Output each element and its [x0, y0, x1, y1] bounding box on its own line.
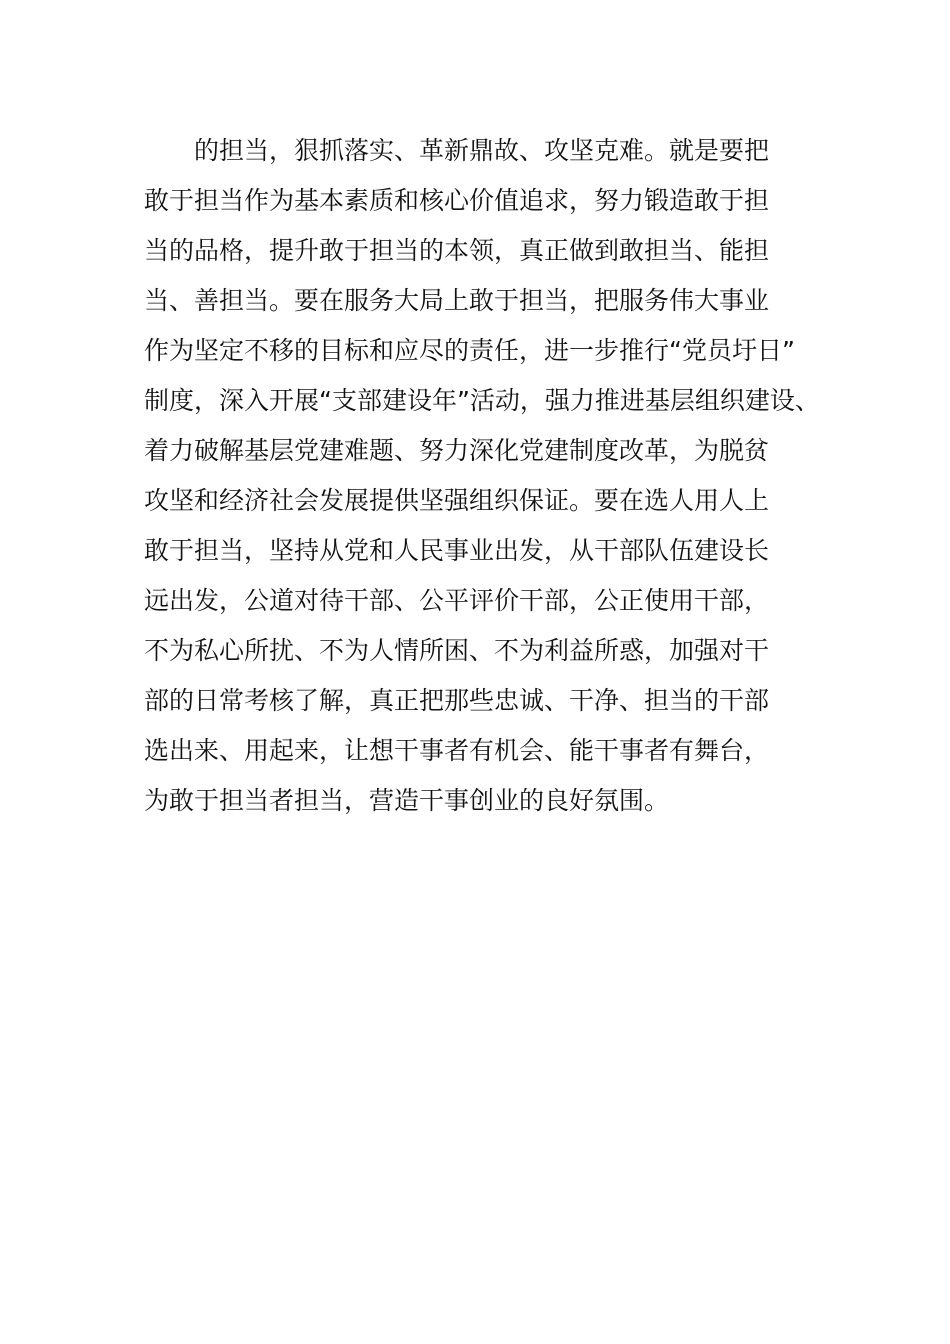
- text-line-9: 敢于担当，坚持从党和人民事业出发，从干部队伍建设长: [144, 536, 770, 565]
- text-line-12: 部的日常考核了解，真正把那些忠诚、干净、担当的干部: [144, 686, 770, 715]
- text-line-13: 选出来、用起来，让想干事者有机会、能干事者有舞台，: [144, 736, 770, 765]
- text-line-3: 当的品格，提升敢于担当的本领，真正做到敢担当、能担: [144, 236, 770, 265]
- text-line-1: 的担当，狠抓落实、革新鼎故、攻坚克难。就是要把: [194, 136, 770, 165]
- text-line-2: 敢于担当作为基本素质和核心价值追求，努力锻造敢于担: [144, 186, 770, 215]
- text-line-4: 当、善担当。要在服务大局上敢于担当，把服务伟大事业: [144, 286, 770, 315]
- text-line-10: 远出发，公道对待干部、公平评价干部，公正使用干部，: [144, 586, 770, 615]
- text-line-8: 攻坚和经济社会发展提供坚强组织保证。要在选人用人上: [144, 486, 770, 515]
- text-line-14: 为敢于担当者担当，营造干事创业的良好氛围。: [144, 786, 670, 815]
- text-line-7: 着力破解基层党建难题、努力深化党建制度改革，为脱贫: [144, 436, 770, 465]
- text-line-5: 作为坚定不移的目标和应尽的责任，进一步推行“党员圩日”: [144, 336, 795, 365]
- text-line-6: 制度，深入开展“支部建设年”活动，强力推进基层组织建设、: [144, 386, 820, 415]
- text-line-11: 不为私心所扰、不为人情所困、不为利益所惑，加强对干: [144, 636, 770, 665]
